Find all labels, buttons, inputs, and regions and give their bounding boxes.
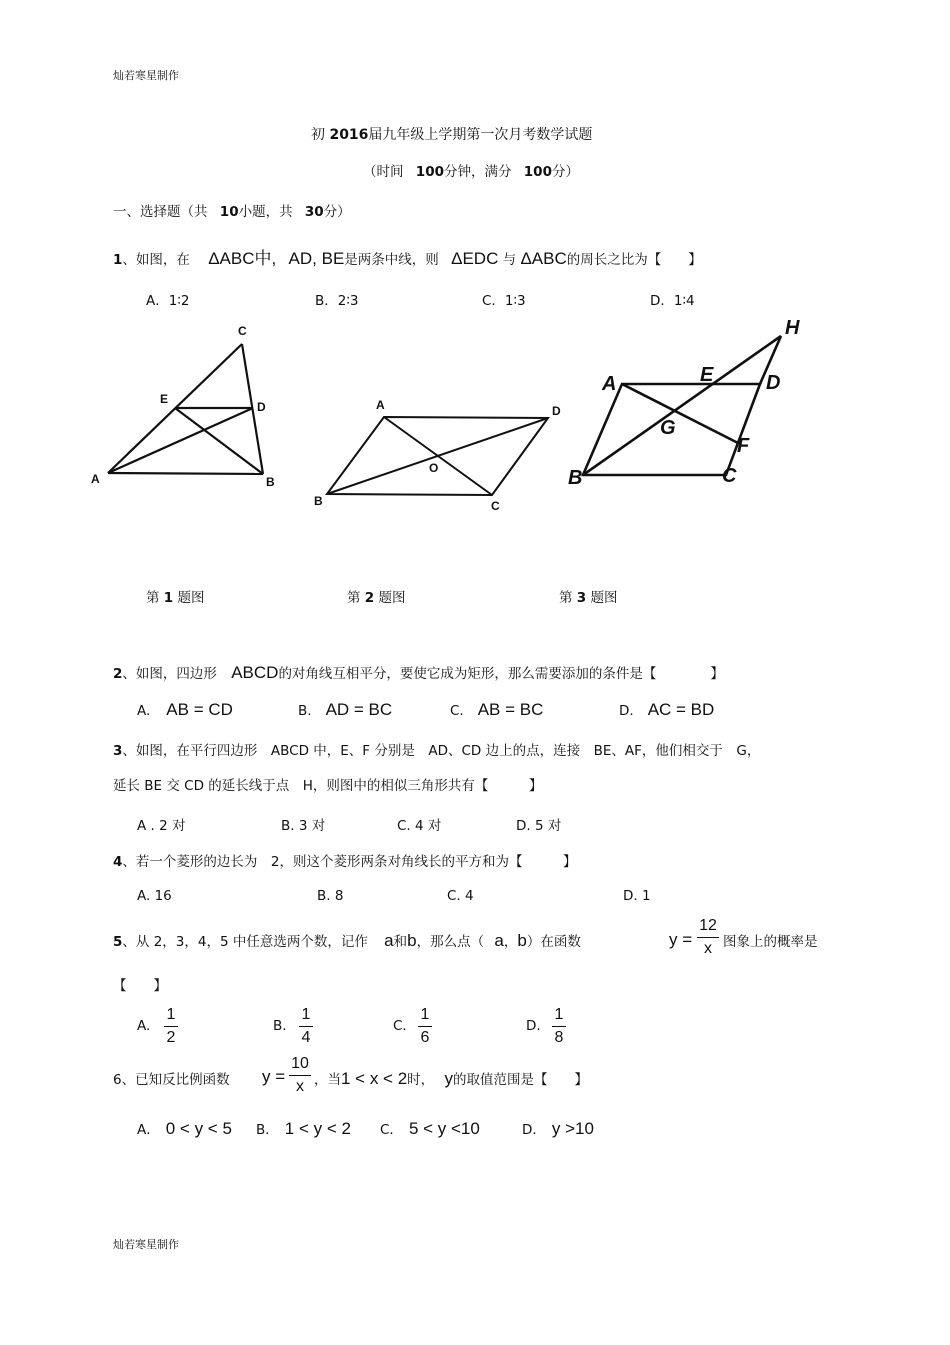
q6-option-c[interactable]: C． 5 < y <10 — [380, 1119, 480, 1138]
fig1-label-b: B — [266, 475, 275, 489]
q4-option-c[interactable]: C. 4 — [447, 888, 474, 904]
fig2-label-d: D — [552, 404, 561, 418]
question-1: 1、如图，在 ΔABC中, AD, BE是两条中线，则 ΔEDC 与 ΔABC的周长之比为【 】 — [113, 249, 702, 268]
q6-option-b[interactable]: B． 1 < y < 2 — [256, 1119, 351, 1138]
fig3-label-e: E — [700, 364, 714, 386]
q4-option-b[interactable]: B. 8 — [317, 888, 344, 904]
q5-option-d-letter[interactable]: D. — [526, 1018, 541, 1034]
q5-option-c-fraction[interactable]: 1 6 — [418, 1006, 432, 1047]
question-6-end: ，当1 < x < 2时， y的取值范围是【 】 — [314, 1069, 588, 1088]
figure-2-parallelogram — [308, 394, 578, 519]
fig3-label-f: F — [737, 435, 750, 457]
q2-option-b[interactable]: B. AD = BC — [298, 700, 393, 719]
q3-option-c[interactable]: C. 4 对 — [397, 818, 442, 834]
fig2-label-c: C — [491, 499, 500, 513]
fig3-label-a: A — [602, 373, 617, 395]
q2-option-a[interactable]: A. AB = CD — [137, 700, 233, 719]
q1-option-c[interactable]: C．1∶3 — [482, 293, 526, 309]
q2-option-c[interactable]: C. AB = BC — [450, 700, 544, 719]
q5-option-a-letter[interactable]: A. — [137, 1018, 151, 1034]
fig3-label-g: G — [660, 417, 676, 439]
q3-option-b[interactable]: B. 3 对 — [281, 818, 326, 834]
exam-subtitle: （时间 100分钟，满分 100分） — [363, 164, 579, 180]
figure-2-caption: 第 2 题图 — [347, 590, 406, 606]
q3-option-a[interactable]: A . 2 对 — [137, 818, 186, 834]
fig3-label-b: B — [568, 467, 583, 489]
header-watermark: 灿若寒星制作 — [113, 69, 179, 82]
fig2-label-b: B — [314, 494, 323, 508]
fig2-label-a: A — [376, 398, 385, 412]
question-2: 2、如图，四边形 ABCD的对角线互相平分，要使它成为矩形，那么需要添加的条件是【 】 — [113, 663, 724, 682]
fig3-label-h: H — [785, 317, 800, 339]
question-3-line-2: 延长 BE 交 CD 的延长线于点 H，则图中的相似三角形共有【 】 — [113, 778, 543, 794]
fig1-label-a: A — [91, 472, 100, 486]
fig1-label-c: C — [238, 324, 247, 338]
fig3-label-d: D — [766, 372, 781, 394]
q5-option-c-letter[interactable]: C. — [393, 1018, 407, 1034]
q1-option-d[interactable]: D．1∶4 — [650, 293, 695, 309]
section-heading: 一、选择题（共 10小题，共 30分） — [113, 204, 351, 220]
question-3-line-1: 3、如图，在平行四边形 ABCD 中，E、F 分别是 AD、CD 边上的点，连接 BE、AF，他们相交于 G， — [113, 743, 761, 759]
fig1-label-e: E — [160, 392, 169, 406]
q1-option-a[interactable]: A．1∶2 — [146, 293, 190, 309]
q5-text-end: 图象上的概率是 — [723, 934, 818, 950]
question-4: 4、若一个菱形的边长为 2，则这个菱形两条对角线长的平方和为【 】 — [113, 854, 577, 870]
figure-1-caption: 第 1 题图 — [146, 590, 205, 606]
q6-option-d[interactable]: D． y >10 — [522, 1119, 594, 1138]
q3-option-d[interactable]: D. 5 对 — [516, 818, 562, 834]
fig1-label-d: D — [257, 400, 266, 414]
q5-option-b-fraction[interactable]: 1 4 — [299, 1006, 313, 1047]
figure-3-caption: 第 3 题图 — [559, 590, 618, 606]
q5-option-b-letter[interactable]: B. — [273, 1018, 287, 1034]
question-6-start: 6、已知反比例函数 — [113, 1072, 230, 1088]
q6-function-fraction: 10 x — [289, 1055, 311, 1096]
q4-option-d[interactable]: D. 1 — [623, 888, 651, 904]
q5-function-fraction: 12 x — [697, 917, 719, 958]
q4-option-a[interactable]: A. 16 — [137, 888, 172, 904]
q5-function-lhs: y = — [669, 930, 693, 949]
q5-option-a-fraction[interactable]: 1 2 — [164, 1006, 178, 1047]
q1-option-b[interactable]: B．2∶3 — [315, 293, 359, 309]
q6-function-lhs: y = — [262, 1067, 286, 1086]
question-5: 5、从 2，3，4，5 中任意选两个数，记作 a和b，那么点（ a，b）在函数 — [113, 931, 581, 950]
footer-watermark: 灿若寒星制作 — [113, 1238, 179, 1251]
exam-title: 初 2016届九年级上学期第一次月考数学试题 — [311, 127, 593, 143]
q5-answer-bracket: 【 】 — [113, 978, 167, 994]
fig2-label-o: O — [429, 461, 439, 475]
figure-1-triangle — [85, 318, 285, 498]
fig3-label-c: C — [722, 465, 737, 487]
q5-option-d-fraction[interactable]: 1 8 — [552, 1006, 566, 1047]
q6-option-a[interactable]: A． 0 < y < 5 — [137, 1119, 232, 1138]
q2-option-d[interactable]: D. AC = BD — [619, 700, 715, 719]
figure-3-parallelogram — [562, 312, 817, 492]
